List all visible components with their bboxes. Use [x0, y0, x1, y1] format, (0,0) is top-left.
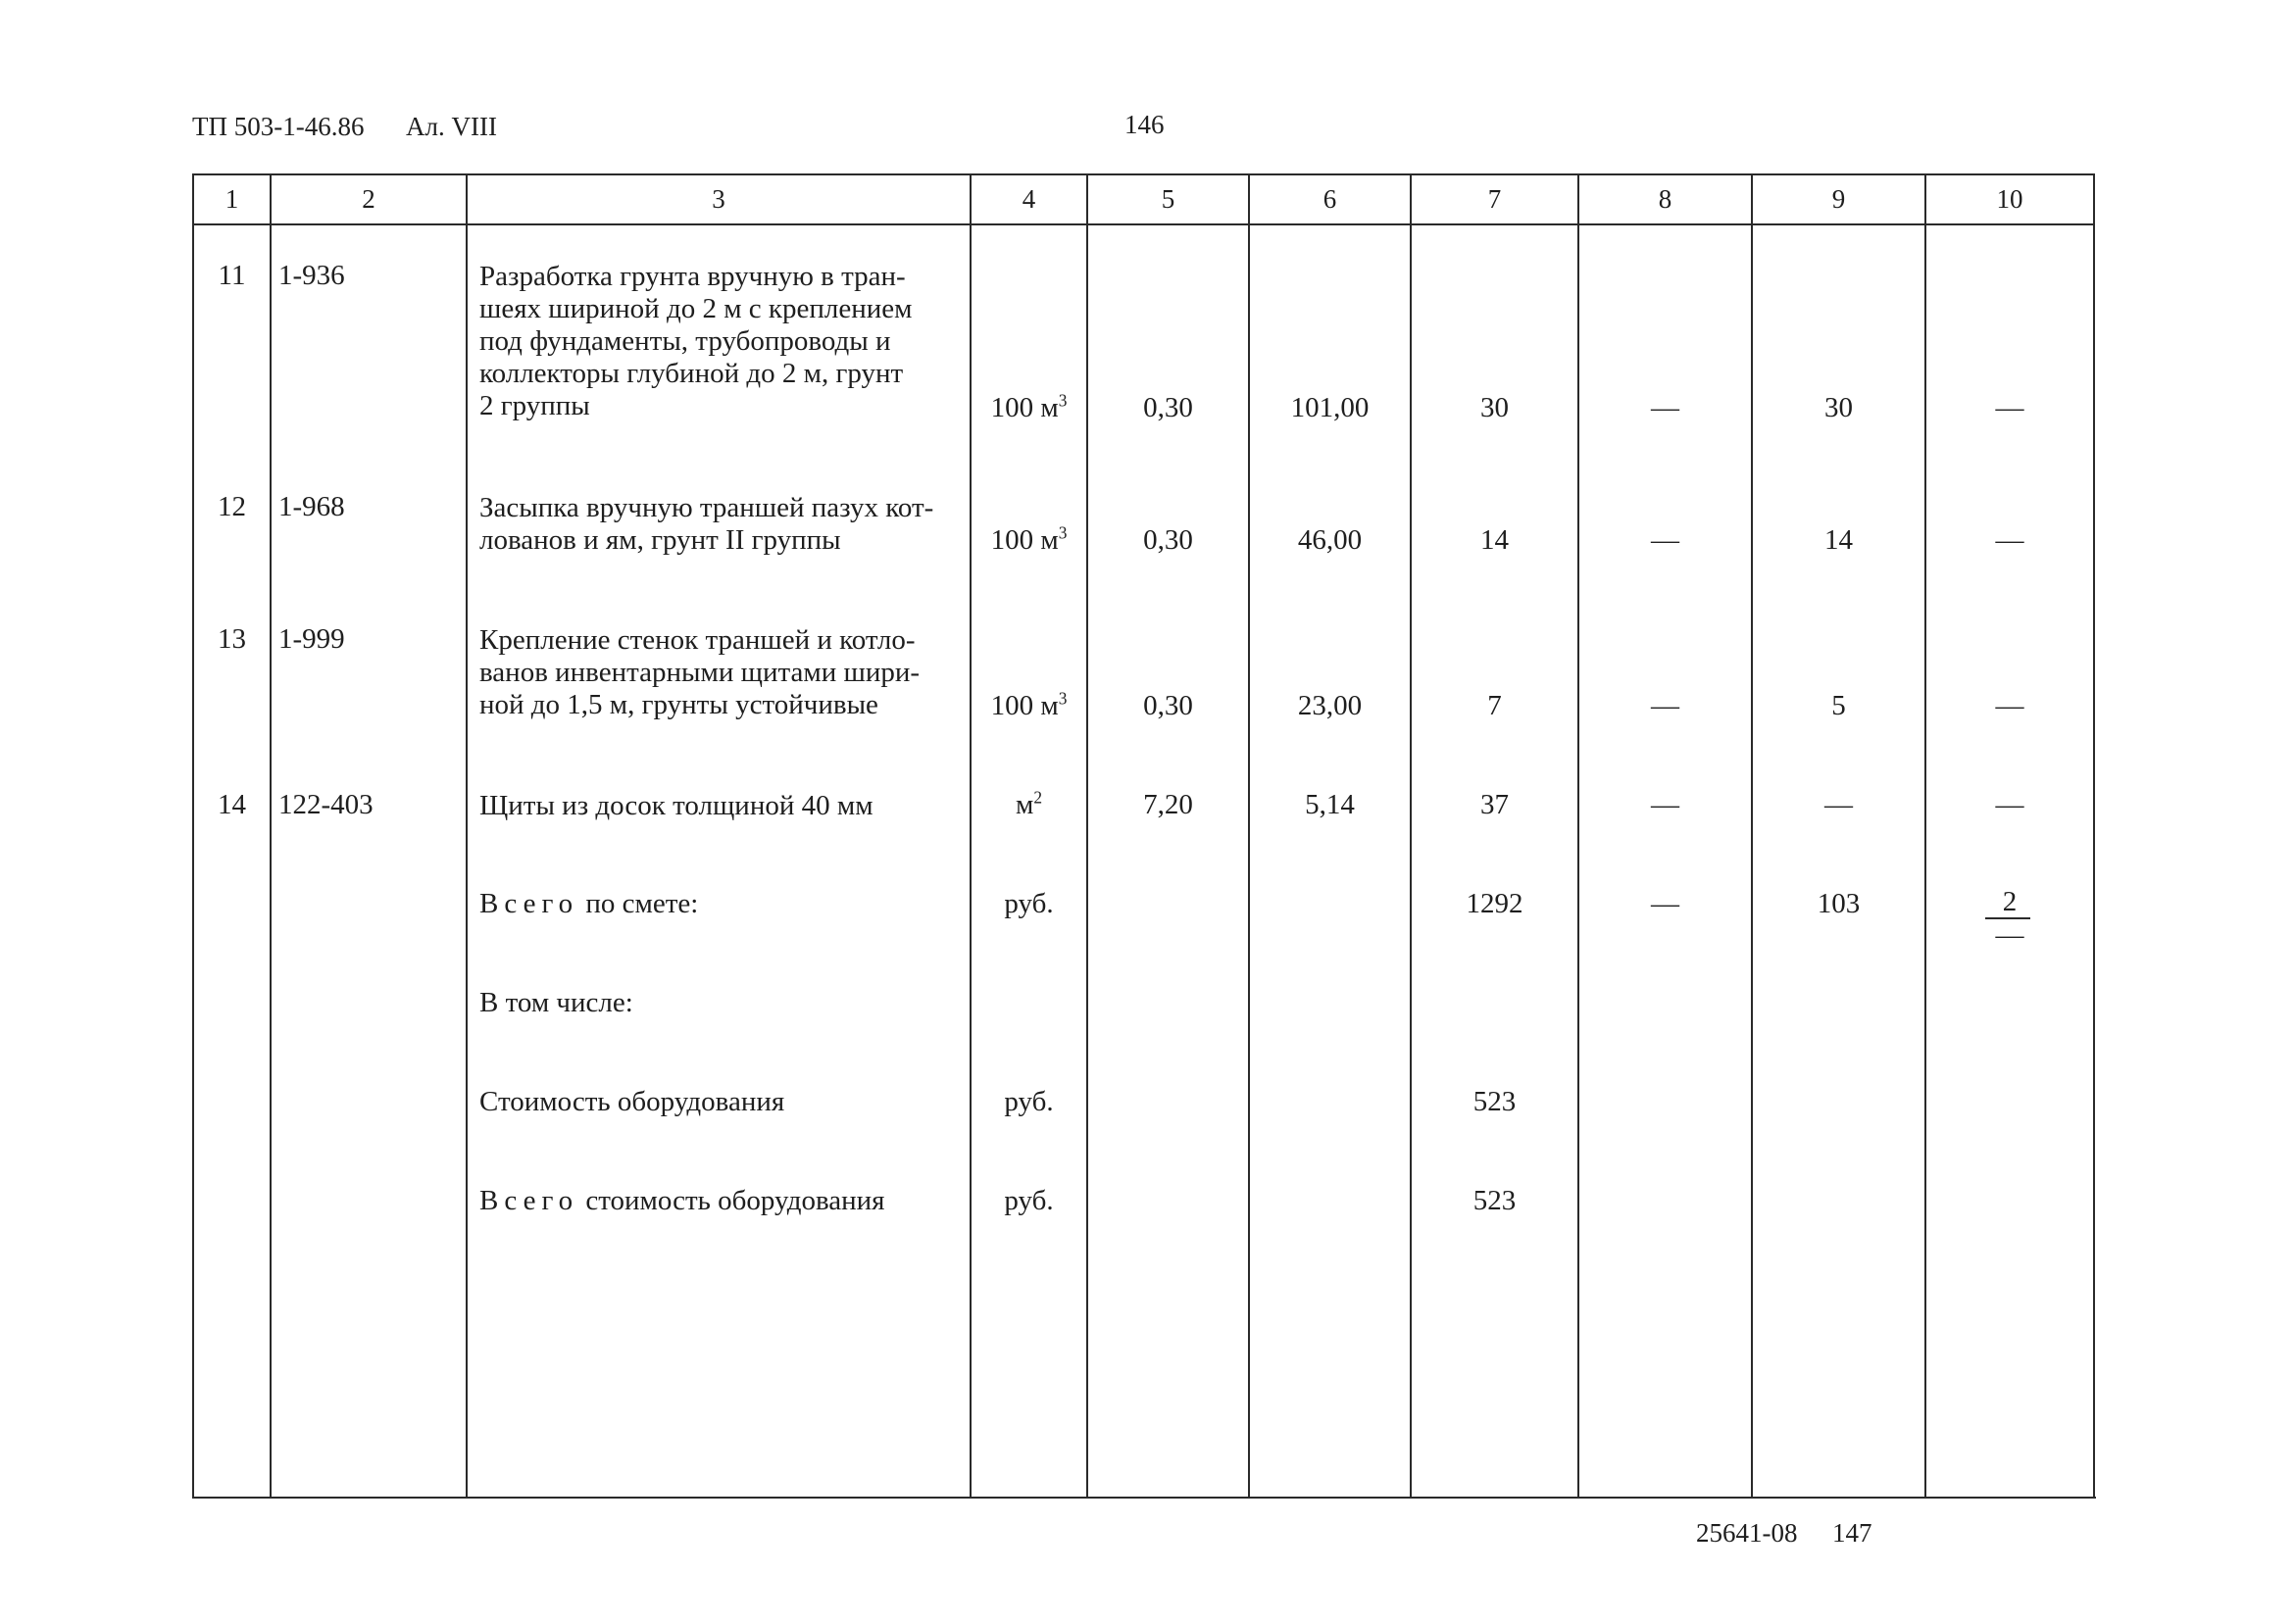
rate-code: 1-936	[278, 260, 345, 291]
row-number: 13	[218, 623, 246, 655]
total-cost: 14	[1480, 524, 1509, 556]
rate-code: 1-968	[278, 491, 345, 522]
cost-col-8: —	[1651, 888, 1679, 919]
cost-col-9: 103	[1817, 888, 1861, 919]
unit: руб.	[1004, 888, 1054, 919]
work-description: Щиты из досок толщиной 40 мм	[479, 790, 873, 821]
unit-price: 101,00	[1290, 392, 1370, 423]
column-number: 4	[1022, 184, 1036, 214]
cost-col-8: —	[1651, 789, 1679, 820]
cost-col-9: 14	[1824, 524, 1853, 556]
cost-col-9: 30	[1824, 392, 1853, 423]
row-number: 12	[218, 491, 246, 522]
unit: $м^2$	[1015, 787, 1043, 820]
column-number: 6	[1322, 184, 1337, 214]
total-cost: 523	[1472, 1086, 1517, 1117]
cost-col-8: —	[1651, 524, 1679, 556]
total-cost: 1292	[1466, 888, 1523, 919]
unit: руб.	[1004, 1086, 1054, 1117]
album-label: Ал. VIII	[406, 112, 497, 141]
quantity: 0,30	[1143, 392, 1193, 423]
unit-price: 23,00	[1297, 690, 1363, 721]
column-number: 2	[362, 184, 375, 214]
total-cost: 30	[1480, 392, 1509, 423]
column-number: 8	[1658, 184, 1672, 214]
column-number: 5	[1161, 184, 1175, 214]
total-cost: 523	[1472, 1185, 1517, 1216]
total-label: Всего по смете:	[479, 888, 699, 919]
unit-price: 46,00	[1297, 524, 1363, 556]
fraction-numerator: 2	[2002, 886, 2018, 917]
equipment-label: Стоимость оборудования	[479, 1086, 785, 1117]
unit: 100 $м^3$	[990, 688, 1068, 721]
column-number: 3	[712, 184, 725, 214]
cost-col-8: —	[1651, 690, 1679, 721]
row-number: 11	[218, 260, 246, 291]
footer-code: 25641-08	[1696, 1518, 1798, 1548]
page-number: 146	[1124, 110, 1165, 139]
unit: руб.	[1004, 1185, 1054, 1216]
quantity: 0,30	[1143, 524, 1193, 556]
unit: 100 $м^3$	[990, 522, 1068, 556]
total-cost: 7	[1487, 690, 1502, 721]
work-description: Засыпка вручную траншей пазух кот- лованов и ям, грунт II группы	[479, 492, 934, 556]
cost-col-10: —	[1995, 392, 2024, 423]
row-number: 14	[218, 789, 246, 820]
work-description: Разработка грунта вручную в тран- шеях шириной до 2 м с креплением под фундаменты, трубопроводы и коллекторы глубиной до 2 м, грунт 2 группы	[479, 261, 913, 421]
footer-page-number: 147	[1832, 1518, 1872, 1548]
equipment-total-label: Всего стоимость оборудования	[479, 1185, 885, 1216]
column-number: 9	[1831, 184, 1846, 214]
unit: 100 $м^3$	[990, 390, 1068, 423]
unit-price: 5,14	[1305, 789, 1355, 820]
document-code: ТП 503-1-46.86	[192, 112, 365, 141]
cost-col-9: —	[1824, 789, 1853, 820]
quantity: 0,30	[1143, 690, 1193, 721]
rate-code: 1-999	[278, 623, 345, 655]
rate-code: 122-403	[278, 789, 374, 820]
column-number: 7	[1487, 184, 1502, 214]
column-number: 10	[1996, 184, 2023, 214]
quantity: 7,20	[1143, 789, 1193, 820]
work-description: Крепление стенок траншей и котло- ванов инвентарными щитами шири- ной до 1,5 м, грунты устойчивые	[479, 624, 921, 720]
total-cost: 37	[1480, 789, 1509, 820]
fraction-denominator: —	[1995, 919, 2024, 951]
column-number: 1	[225, 184, 239, 214]
cost-col-10: —	[1995, 789, 2024, 820]
cost-col-10: —	[1995, 524, 2024, 556]
cost-col-10: —	[1995, 690, 2024, 721]
cost-col-8: —	[1651, 392, 1679, 423]
including-label: В том числе:	[479, 987, 633, 1018]
cost-col-9: 5	[1831, 690, 1846, 721]
